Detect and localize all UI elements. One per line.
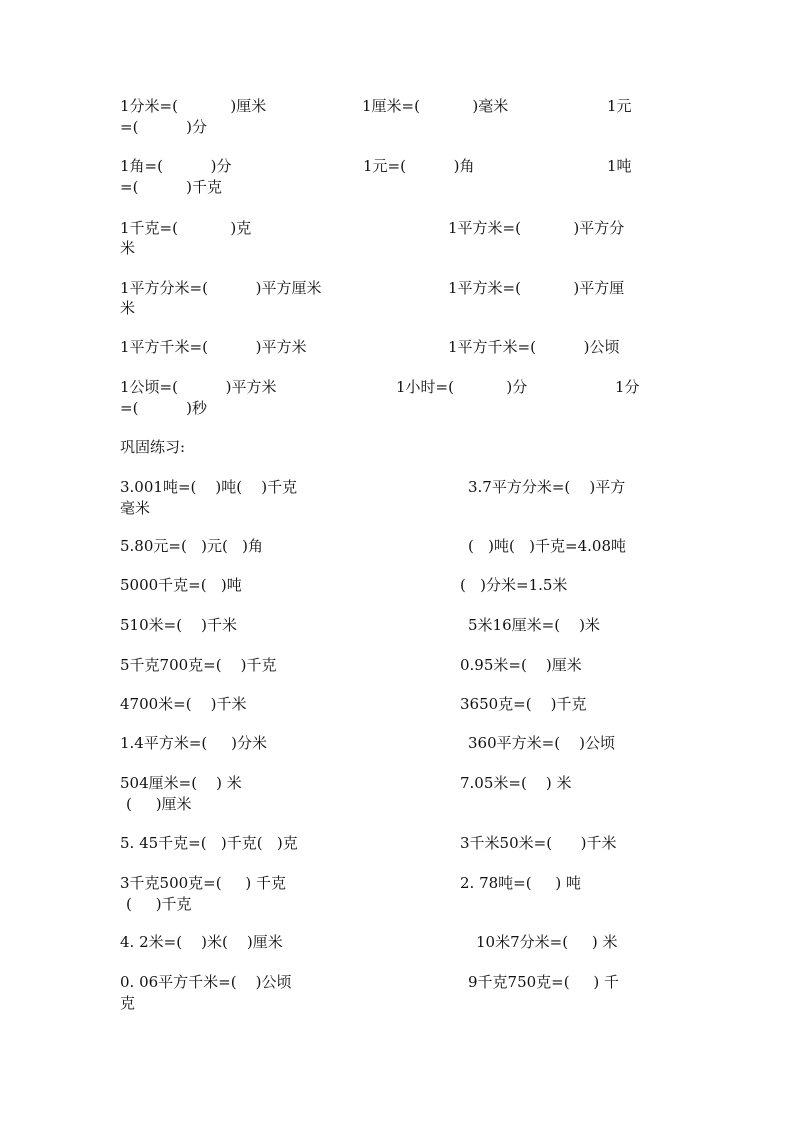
line-29: 510米=( )千米 — [120, 616, 237, 634]
line-11: 米 — [120, 239, 136, 257]
line-13: 1平方米=( )平方厘 — [448, 279, 625, 297]
line-3: 1元 — [607, 97, 632, 115]
line-41: 3千米50米=( )千米 — [460, 834, 617, 852]
line-36: 360平方米=( )公顷 — [468, 734, 615, 752]
line-48: 9千克750克=( ) 千 — [468, 973, 620, 991]
line-7: 1吨 — [607, 157, 632, 175]
line-31: 5千克700克=( )千克 — [120, 656, 277, 674]
line-45: 4. 2米=( )米( )厘米 — [120, 933, 283, 951]
line-8: =( )千克 — [120, 178, 222, 196]
line-2: 1厘米=( )毫米 — [362, 97, 509, 115]
line-39: ( )厘米 — [126, 795, 192, 813]
line-10: 1平方米=( )平方分 — [448, 219, 625, 237]
line-5: 1角=( )分 — [120, 157, 232, 175]
line-34: 3650克=( )千克 — [460, 695, 587, 713]
line-42: 3千克500克=( ) 千克 — [120, 874, 287, 892]
line-22: 3.001吨=( )吨( )千克 — [120, 478, 298, 496]
line-4: =( )分 — [120, 118, 207, 136]
line-46: 10米7分米=( ) 米 — [476, 933, 618, 951]
line-44: ( )千克 — [126, 895, 192, 913]
line-49: 克 — [120, 994, 136, 1012]
line-15: 1平方千米=( )平方米 — [120, 338, 307, 356]
line-28: ( )分米=1.5米 — [460, 576, 568, 594]
line-37: 504厘米=( ) 米 — [120, 774, 242, 792]
line-30: 5米16厘米=( )米 — [468, 616, 600, 634]
line-35: 1.4平方米=( )分米 — [120, 734, 267, 752]
line-12: 1平方分米=( )平方厘米 — [120, 279, 322, 297]
line-20: =( )秒 — [120, 399, 207, 417]
line-25: 5.80元=( )元( )角 — [120, 537, 263, 555]
line-38: 7.05米=( ) 米 — [460, 774, 572, 792]
line-19: 1分 — [615, 378, 640, 396]
line-9: 1千克=( )克 — [120, 219, 252, 237]
line-43: 2. 78吨=( ) 吨 — [460, 874, 582, 892]
line-33: 4700米=( )千米 — [120, 695, 247, 713]
line-24: 毫米 — [120, 499, 151, 517]
line-18: 1小时=( )分 — [396, 378, 528, 396]
line-32: 0.95米=( )厘米 — [460, 656, 582, 674]
line-23: 3.7平方分米=( )平方 — [468, 478, 626, 496]
line-27: 5000千克=( )吨 — [120, 576, 242, 594]
line-14: 米 — [120, 299, 136, 317]
line-6: 1元=( )角 — [363, 157, 475, 175]
line-17: 1公顷=( )平方米 — [120, 378, 277, 396]
line-47: 0. 06平方千米=( )公顷 — [120, 973, 292, 991]
line-1: 1分米=( )厘米 — [120, 97, 267, 115]
section-heading: 巩固练习: — [120, 438, 186, 456]
line-26: ( )吨( )千克=4.08吨 — [468, 537, 626, 555]
line-16: 1平方千米=( )公顷 — [448, 338, 620, 356]
line-40: 5. 45千克=( )千克( )克 — [120, 834, 298, 852]
